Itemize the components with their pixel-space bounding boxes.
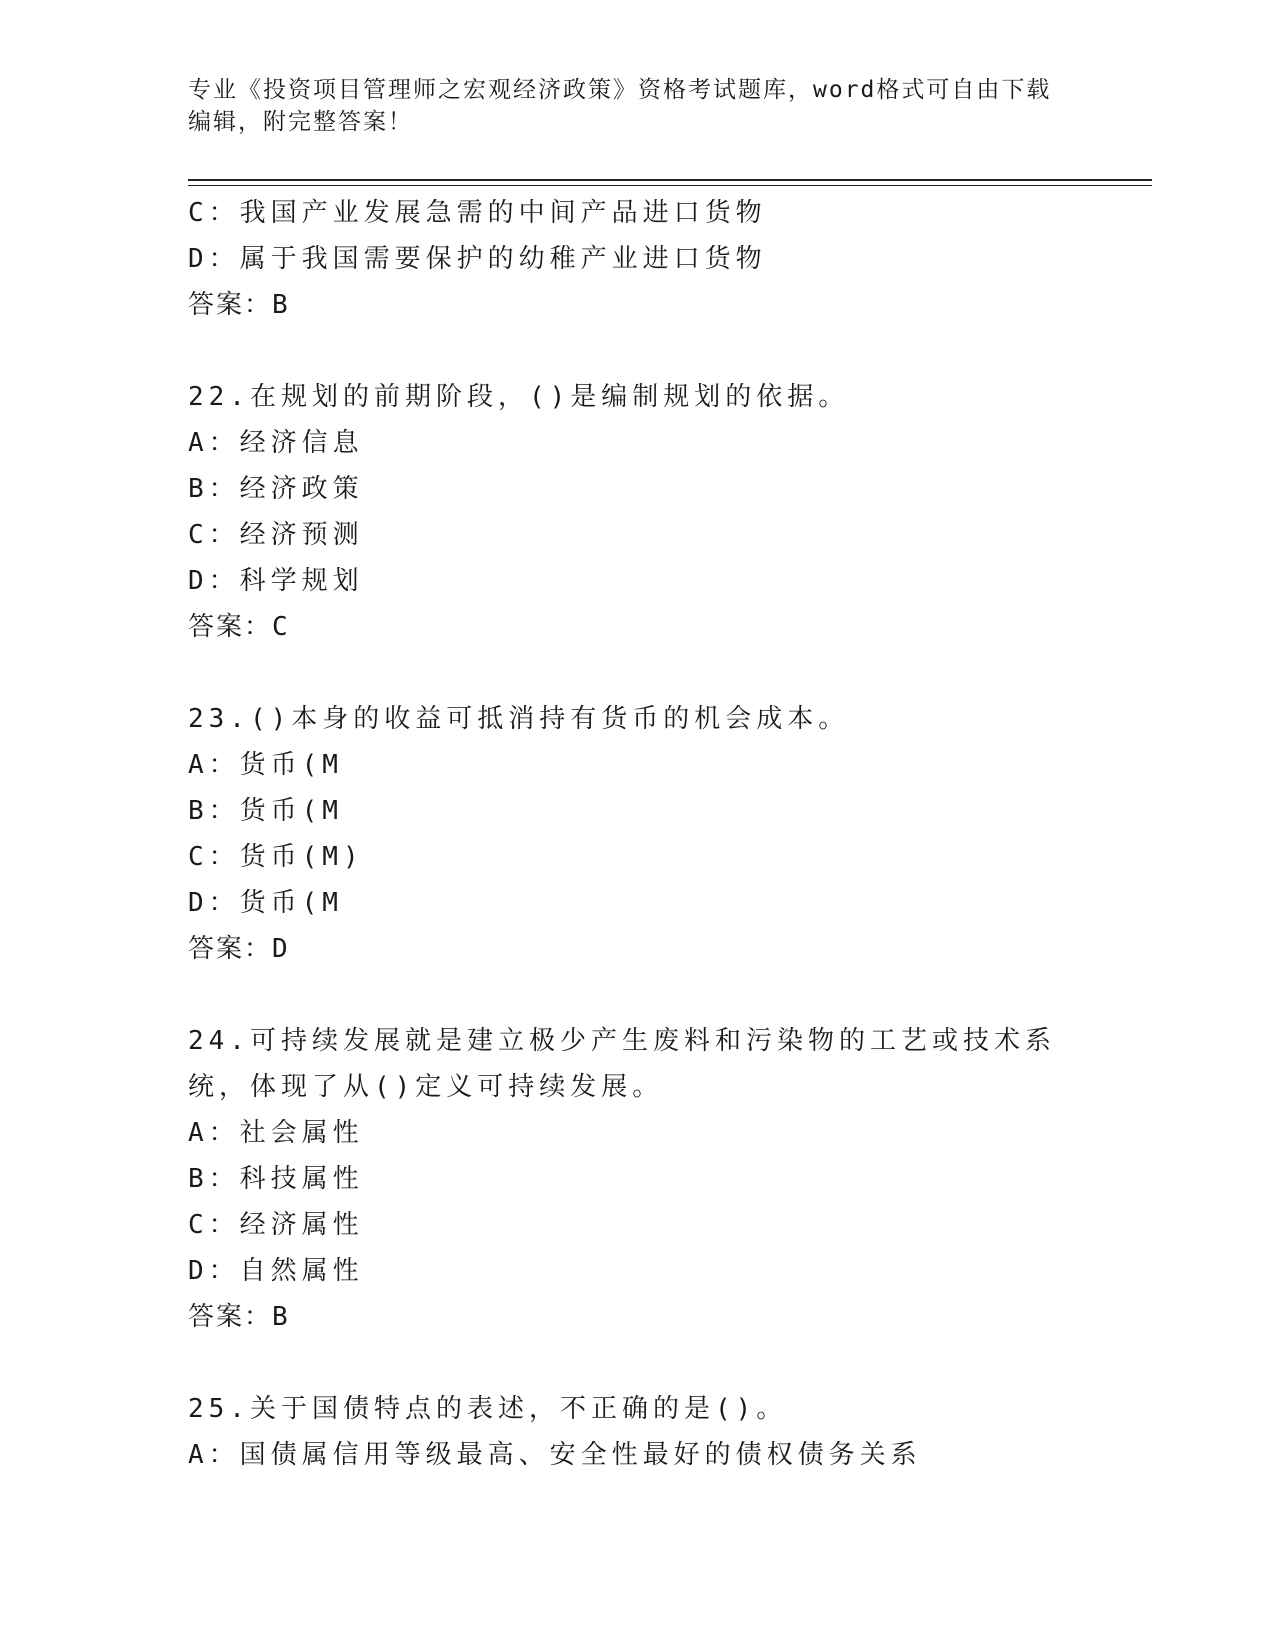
option-text: 科学规划 bbox=[239, 566, 364, 596]
option-text: 货币(M bbox=[239, 888, 343, 918]
option-text: 自然属性 bbox=[239, 1256, 364, 1286]
option-label: C： bbox=[188, 1210, 240, 1240]
option-text: 经济预测 bbox=[239, 520, 364, 550]
option-d bbox=[188, 558, 1088, 604]
document-header: 专业《投资项目管理师之宏观经济政策》资格考试题库，word格式可自由下载编辑，附完整答案！ bbox=[188, 77, 1052, 135]
option-label: D： bbox=[188, 566, 240, 596]
option-a bbox=[188, 420, 1088, 466]
question-spacer bbox=[188, 1340, 1088, 1386]
answer-line: 答案：B bbox=[188, 1302, 290, 1332]
option-label: C： bbox=[188, 520, 240, 550]
option-label: D： bbox=[188, 1256, 240, 1286]
header-divider-thin bbox=[188, 185, 1152, 186]
option-d bbox=[188, 880, 1088, 926]
option-label: A： bbox=[188, 428, 240, 458]
option-c bbox=[188, 834, 1088, 880]
option-c bbox=[188, 512, 1088, 558]
option-b bbox=[188, 1156, 1088, 1202]
answer-line: 答案：D bbox=[188, 934, 290, 964]
option-text: 经济属性 bbox=[239, 1210, 364, 1240]
question-block-25 bbox=[188, 1386, 1088, 1478]
question-list bbox=[188, 190, 1088, 1478]
option-label: D： bbox=[188, 244, 240, 274]
option-text: 国债属信用等级最高、安全性最好的债权债务关系 bbox=[239, 1440, 922, 1470]
option-text: 货币(M bbox=[239, 750, 343, 780]
option-label: A： bbox=[188, 1440, 240, 1470]
option-label: C： bbox=[188, 198, 240, 228]
question-spacer bbox=[188, 328, 1088, 374]
option-text: 经济信息 bbox=[239, 428, 364, 458]
option-d bbox=[188, 236, 1088, 282]
option-a bbox=[188, 1432, 1088, 1478]
option-text: 经济政策 bbox=[239, 474, 364, 504]
option-text: 我国产业发展急需的中间产品进口货物 bbox=[239, 198, 767, 228]
question-spacer bbox=[188, 650, 1088, 696]
question-title: 23.()本身的收益可抵消持有货币的机会成本。 bbox=[188, 704, 850, 734]
question-block-23 bbox=[188, 696, 1088, 972]
option-text: 科技属性 bbox=[239, 1164, 364, 1194]
question-spacer bbox=[188, 972, 1088, 1018]
option-text: 货币(M) bbox=[239, 842, 364, 872]
question-block-22 bbox=[188, 374, 1088, 650]
option-a bbox=[188, 1110, 1088, 1156]
option-text: 属于我国需要保护的幼稚产业进口货物 bbox=[239, 244, 767, 274]
option-b bbox=[188, 466, 1088, 512]
option-c bbox=[188, 190, 1088, 236]
option-text: 货币(M bbox=[239, 796, 343, 826]
question-title: 22.在规划的前期阶段，()是编制规划的依据。 bbox=[188, 382, 850, 412]
question-title: 24.可持续发展就是建立极少产生废料和污染物的工艺或技术系统，体现了从()定义可持续发展。 bbox=[188, 1026, 1056, 1102]
option-label: B： bbox=[188, 474, 240, 504]
answer-line: 答案：C bbox=[188, 612, 290, 642]
option-label: D： bbox=[188, 888, 240, 918]
option-a bbox=[188, 742, 1088, 788]
header-divider-thick bbox=[188, 179, 1152, 181]
question-block-21-continued bbox=[188, 190, 1088, 328]
option-b bbox=[188, 788, 1088, 834]
option-label: C： bbox=[188, 842, 240, 872]
option-text: 社会属性 bbox=[239, 1118, 364, 1148]
option-label: A： bbox=[188, 750, 240, 780]
option-label: B： bbox=[188, 1164, 240, 1194]
answer-line: 答案：B bbox=[188, 290, 290, 320]
option-d bbox=[188, 1248, 1088, 1294]
question-title: 25.关于国债特点的表述，不正确的是()。 bbox=[188, 1394, 788, 1424]
question-block-24 bbox=[188, 1018, 1088, 1340]
option-label: A： bbox=[188, 1118, 240, 1148]
option-c bbox=[188, 1202, 1088, 1248]
option-label: B： bbox=[188, 796, 240, 826]
